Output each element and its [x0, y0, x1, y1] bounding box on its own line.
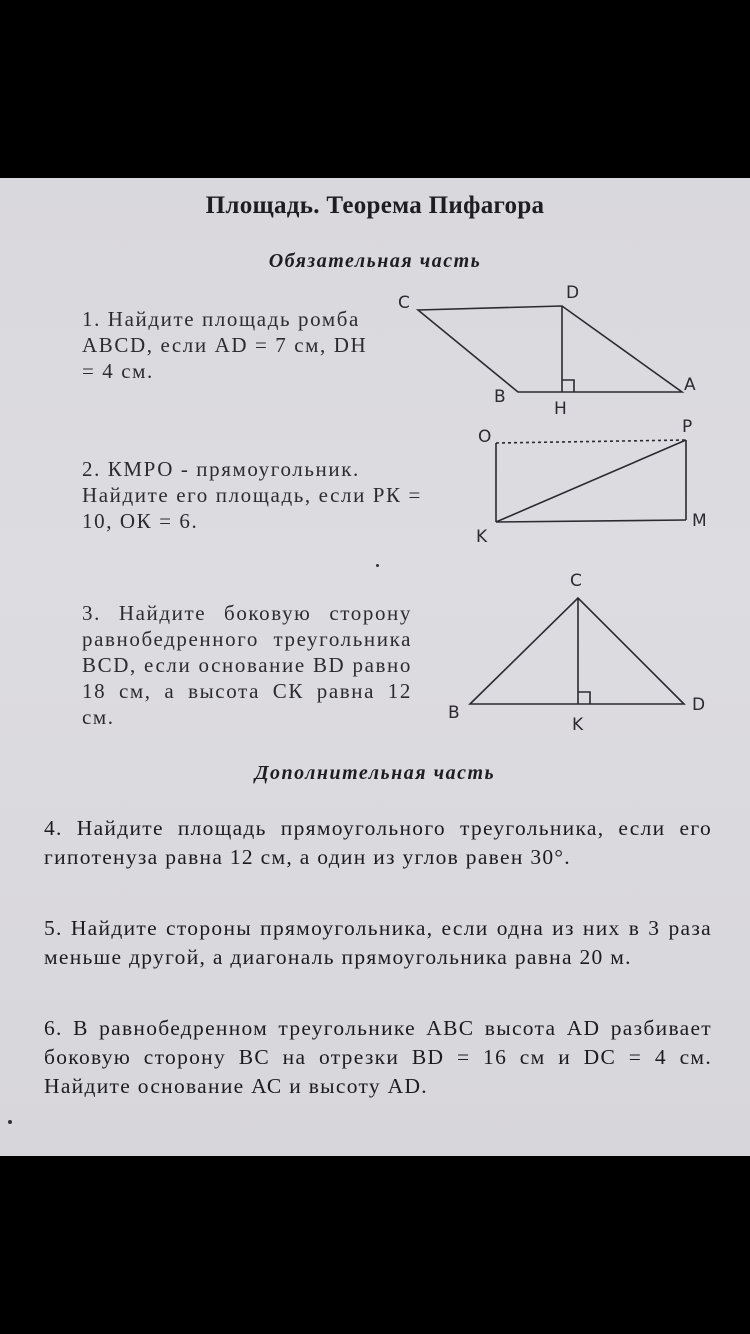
label-p: P — [682, 417, 693, 437]
label-b: B — [448, 703, 460, 723]
page-title: Площадь. Теорема Пифагора — [205, 192, 545, 219]
label-a: A — [684, 375, 696, 395]
rhombus-figure — [390, 278, 720, 418]
label-d: D — [566, 283, 580, 303]
label-m: M — [692, 511, 707, 531]
diagonal-kp — [496, 440, 686, 522]
side-km — [496, 520, 686, 522]
rhombus-shape — [418, 306, 682, 392]
task-1-text: 1. Найдите площадь ромба ABCD, если AD = 7 см, DH = 4 см. — [82, 307, 368, 383]
page-speck — [8, 1120, 12, 1124]
right-angle-mark — [562, 380, 574, 392]
triangle-bcd — [470, 598, 684, 704]
side-op — [496, 440, 686, 443]
label-k: K — [476, 527, 488, 547]
label-h: H — [554, 399, 567, 419]
task-6-text: 6. В равнобедренном треугольнике АВС высота AD разбивает боковую сторону ВС на отрезки BD = 16 см и DC = 4 см. Найдите основание АС и высоту AD. — [44, 1016, 712, 1098]
task-4-text: 4. Найдите площадь прямоугольного треугольника, если его гипотенуза равна 12 см, а один из углов равен 30°. — [44, 816, 712, 869]
section-extra-heading: Дополнительная часть — [254, 762, 496, 784]
rectangle-figure — [470, 418, 720, 548]
label-b: B — [494, 387, 506, 407]
label-o: O — [478, 427, 492, 447]
task-3-text: 3. Найдите боковую сторону равнобедренного треугольника BCD, если основание BD равно 18 см, а высота СК равна 12 см. — [82, 601, 412, 729]
label-c: C — [398, 293, 410, 313]
task-2-text: 2. КМРО - прямоугольник. Найдите его площадь, если РК = 10, ОК = 6. — [82, 457, 422, 533]
label-d: D — [692, 695, 706, 715]
worksheet-page — [0, 178, 750, 1156]
isosceles-triangle-figure — [440, 568, 730, 738]
section-required-heading: Обязательная часть — [268, 250, 482, 272]
label-k: K — [572, 715, 584, 735]
page-speck — [376, 564, 379, 567]
task-5-text: 5. Найдите стороны прямоугольника, если одна из них в 3 раза меньше другой, а диагональ прямоугольника равна 20 м. — [44, 916, 712, 969]
right-angle-mark — [578, 692, 590, 704]
label-c: C — [570, 571, 582, 591]
